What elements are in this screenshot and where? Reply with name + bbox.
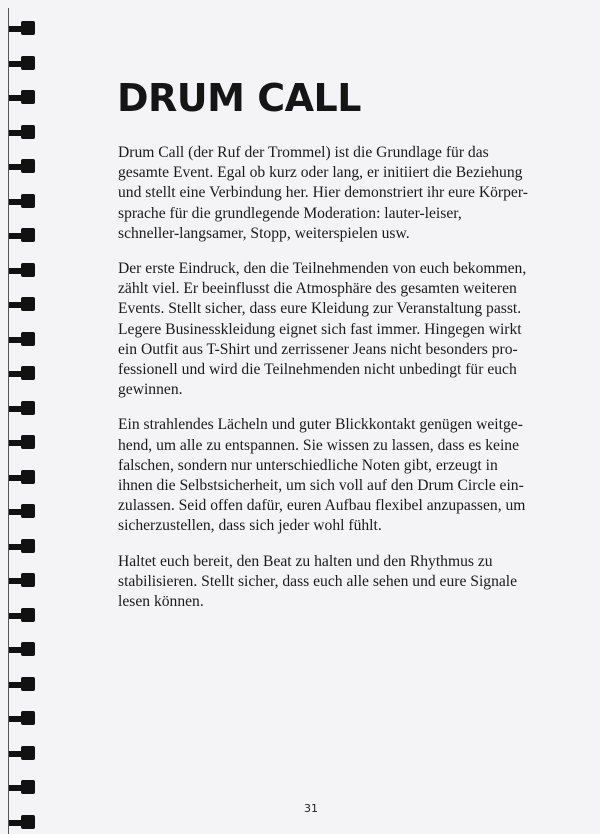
binding-ring (9, 263, 35, 277)
body-text (118, 143, 588, 627)
text-line: gewinnen. (118, 381, 183, 399)
text-line: falschen, sondern nur unterschiedliche Noten gibt, erzeugt in (118, 456, 498, 474)
text-line: Events. Stellt sicher, dass eure Kleidung zur Veranstaltung passt. (118, 300, 522, 318)
binding-ring (9, 608, 35, 622)
text-line: hend, um alle zu entspannen. Sie wissen zu lassen, dass es keine (118, 436, 520, 454)
binding-ring (9, 366, 35, 380)
text-line: gesamte Event. Egal ob kurz oder lang, er initiiert die Beziehung (118, 164, 523, 182)
text-line: sicherzustellen, dass sich jeder wohl fühlt. (118, 517, 382, 535)
text-line: sprache für die grundlegende Moderation: lauter-leiser, (118, 204, 462, 222)
text-line: stabilisieren. Stellt sicher, dass euch alle sehen und eure Signale (118, 572, 518, 590)
text-line: zulassen. Seid offen dafür, euren Aufbau flexibel anzupassen, um (118, 497, 526, 515)
text-line: ihnen die Selbstsicherheit, um sich voll auf den Drum Circle ein- (118, 477, 524, 495)
paragraph (118, 552, 588, 613)
binding-ring (9, 159, 35, 173)
binding-ring (9, 711, 35, 725)
text-line: Drum Call (der Ruf der Trommel) ist die Grundlage für das (118, 144, 489, 161)
text-line: Haltet euch bereit, den Beat zu halten und den Rhythmus zu (118, 552, 493, 570)
binding-ring (9, 677, 35, 691)
page-title: DRUM CALL (117, 76, 361, 120)
text-line: Legere Businesskleidung eignet sich fast immer. Hingegen wirkt (118, 320, 522, 338)
binding-ring (9, 815, 35, 829)
binding-ring (9, 332, 35, 346)
binding-ring (9, 539, 35, 553)
binding-ring (9, 125, 35, 139)
page-number: 31 (304, 802, 318, 815)
binding-ring (9, 746, 35, 760)
text-line: zählt viel. Er beeinflusst die Atmosphäre des gesamten weiteren (118, 280, 517, 298)
binding-ring (9, 435, 35, 449)
text-line: und stellt eine Verbindung her. Hier demonstriert ihr eure Körper- (118, 184, 528, 202)
binding-ring (9, 401, 35, 415)
text-line: fessionell und wird die Teilnehmenden nicht unbedingt für euch (118, 361, 517, 379)
binding-ring (9, 194, 35, 208)
text-line: Der erste Eindruck, den die Teilnehmenden von euch bekommen, (118, 260, 527, 278)
binding-ring (9, 56, 35, 70)
paragraph (118, 259, 588, 400)
binding-ring (9, 470, 35, 484)
text-line: ein Outfit aus T-Shirt und zerrissener Jeans nicht besonders pro- (118, 340, 518, 358)
paragraph (118, 415, 588, 536)
text-line: lesen können. (118, 593, 204, 611)
binding-ring (9, 780, 35, 794)
binding-ring (9, 21, 35, 35)
binding-ring (9, 297, 35, 311)
text-line: Ein strahlendes Lächeln und guter Blickkontakt genügen weitge- (118, 416, 523, 434)
binding-ring (9, 504, 35, 518)
text-line: schneller-langsamer, Stopp, weiterspielen usw. (118, 224, 410, 242)
binding-ring (9, 642, 35, 656)
binding-ring (9, 90, 35, 104)
paragraph (118, 143, 588, 244)
binding-ring (9, 228, 35, 242)
binding-ring (9, 573, 35, 587)
